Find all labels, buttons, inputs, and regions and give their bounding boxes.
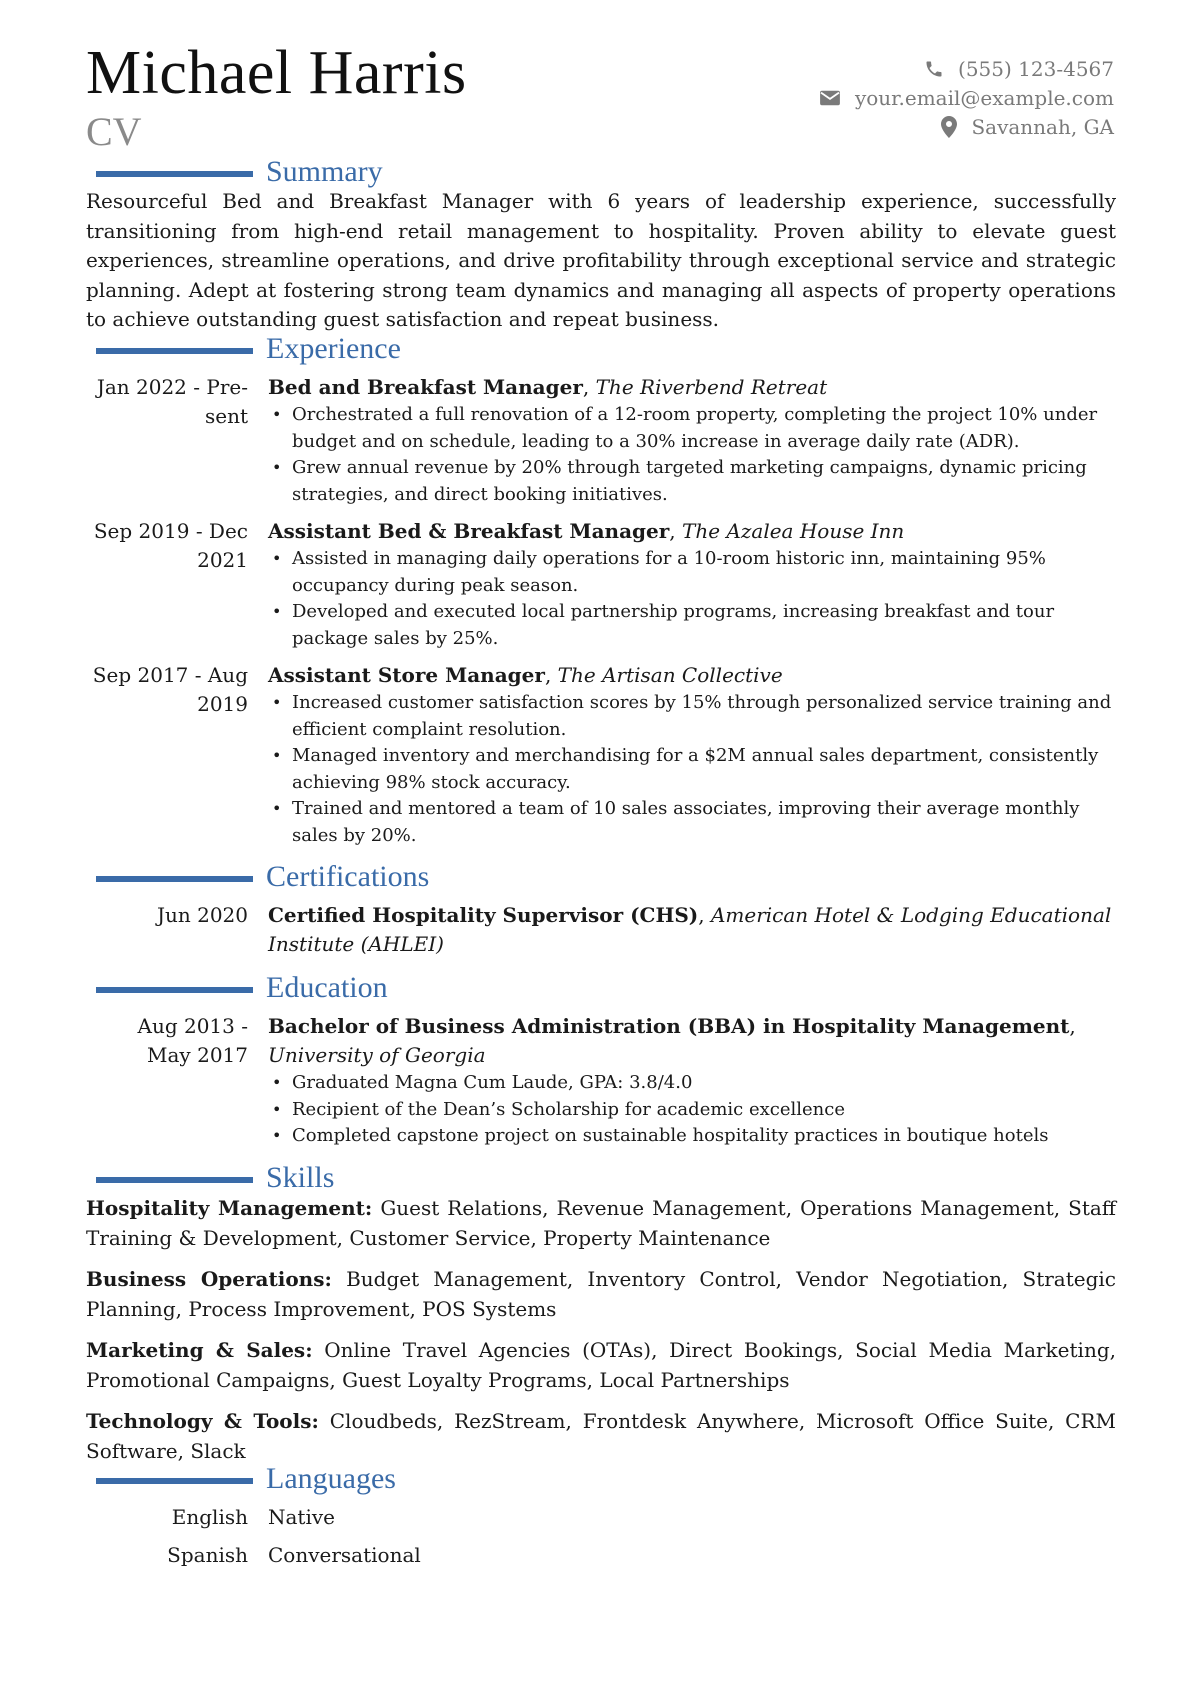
phone-text: (555) 123-4567 <box>958 56 1114 81</box>
degree-title: Bachelor of Business Administration (BBA) in Hospitality Management <box>268 1014 1070 1038</box>
contact-location <box>819 112 1114 141</box>
bullet-item: • Graduated Magna Cum Laude, GPA: 3.8/4.0 <box>268 1070 1118 1097</box>
education-section-header <box>96 971 1096 1011</box>
skill-group <box>86 1265 1116 1324</box>
section-accent-bar <box>96 171 253 177</box>
skill-group-text: Cloudbeds, RezStream, Frontdesk Anywhere, Microsoft Office Suite, CRM Software, Slack <box>86 1409 1117 1463</box>
bullet-item: • Managed inventory and merchandising for a $2M annual sales department, consistently achieving 98% stock accuracy. <box>268 743 1118 796</box>
language-level: Conversational <box>268 1543 421 1567</box>
skill-group-text: Budget Management, Inventory Control, Vendor Negotiation, Strategic Planning, Process Improvement, POS Systems <box>86 1267 1116 1321</box>
section-title: Experience <box>266 332 401 365</box>
section-title: Summary <box>266 155 383 188</box>
contact-phone[interactable] <box>819 54 1114 83</box>
entry-date <box>86 661 248 719</box>
bullet-item: • Increased customer satisfaction scores by 15% through personalized service training and efficient complaint resolution. <box>268 690 1118 743</box>
summary-text: Resourceful Bed and Breakfast Manager with 6 years of leadership experience, successfully transitioning from high-end retail management to hospitality. Proven ability to elevate guest experiences, streamline operations, and drive profitability through exceptional service and strategic planning. Adept at fostering strong team dynamics and managing all aspects of property operations to achieve outstanding guest satisfaction and repeat business. <box>86 189 1116 331</box>
certification-issuer: American Hotel & Lodging Educational Institute (AHLEI) <box>268 903 1112 956</box>
envelope-icon <box>819 89 841 107</box>
bullet-item: • Recipient of the Dean’s Scholarship for academic excellence <box>268 1097 1118 1124</box>
candidate-name: Michael Harris <box>86 39 467 107</box>
language-name: English <box>171 1505 248 1529</box>
language-row <box>86 1505 1116 1535</box>
date-line: May 2017 <box>147 1043 248 1067</box>
location-text: Savannah, GA <box>971 114 1114 139</box>
language-name: Spanish <box>167 1543 248 1567</box>
language-level: Native <box>268 1505 335 1529</box>
certification-name: Certified Hospitality Supervisor (CHS) <box>268 903 699 927</box>
employer: The Riverbend Retreat <box>595 375 828 399</box>
skill-group <box>86 1194 1116 1253</box>
entry-date <box>86 517 248 575</box>
experience-section-header <box>96 332 1096 372</box>
bullet-item: • Grew annual revenue by 20% through targeted marketing campaigns, dynamic pricing strategies, and direct booking initiatives. <box>268 455 1118 508</box>
date-line: 2019 <box>197 692 248 716</box>
skill-group-label: Business Operations: <box>86 1267 332 1291</box>
skill-group <box>86 1407 1116 1466</box>
skill-group-label: Hospitality Management: <box>86 1196 373 1220</box>
skill-group-label: Marketing & Sales: <box>86 1338 313 1362</box>
employer: The Azalea House Inn <box>682 519 905 543</box>
section-accent-bar <box>96 1478 253 1484</box>
bullet-item: • Trained and mentored a team of 10 sales associates, improving their average monthly sales by 20%. <box>268 796 1118 849</box>
section-title: Languages <box>266 1462 396 1495</box>
date-line: Sep 2019 - Dec <box>93 519 248 543</box>
skill-group <box>86 1336 1116 1395</box>
date-line: Jan 2022 - Pre- <box>96 375 248 399</box>
date-line: 2021 <box>197 548 248 572</box>
language-row <box>86 1543 1116 1573</box>
section-accent-bar <box>96 1177 253 1183</box>
date-line: Sep 2017 - Aug <box>92 663 248 687</box>
bullet-item: • Developed and executed local partnership programs, increasing breakfast and tour package sales by 25%. <box>268 599 1118 652</box>
skill-group-text: Online Travel Agencies (OTAs), Direct Bookings, Social Media Marketing, Promotional Campaigns, Guest Loyalty Programs, Local Partnerships <box>86 1338 1116 1392</box>
date-line: sent <box>204 404 248 428</box>
entry-date <box>86 373 248 431</box>
bullet-item: • Assisted in managing daily operations for a 10-room historic inn, maintaining 95% occupancy during peak season. <box>268 546 1118 599</box>
job-title: Assistant Store Manager <box>268 663 545 687</box>
job-title: Assistant Bed & Breakfast Manager <box>268 519 670 543</box>
map-marker-icon <box>941 116 957 138</box>
entry-date: Jun 2020 <box>156 903 248 927</box>
date-line: Aug 2013 - <box>137 1014 248 1038</box>
contact-email[interactable] <box>819 83 1114 112</box>
employer: The Artisan Collective <box>557 663 783 687</box>
certifications-section-header <box>96 860 1096 900</box>
document-subtitle: CV <box>86 109 142 154</box>
skill-group-text: Guest Relations, Revenue Management, Operations Management, Staff Training & Development, Customer Service, Property Maintenance <box>86 1196 1117 1250</box>
section-title: Skills <box>266 1161 335 1194</box>
section-accent-bar <box>96 348 253 354</box>
languages-section-header <box>96 1462 1096 1502</box>
bullet-item: • Completed capstone project on sustainable hospitality practices in boutique hotels <box>268 1123 1118 1150</box>
entry-date <box>86 1012 248 1070</box>
email-text: your.email@example.com <box>854 85 1114 110</box>
skill-group-label: Technology & Tools: <box>86 1409 319 1433</box>
job-title: Bed and Breakfast Manager <box>268 375 583 399</box>
bullet-item: • Orchestrated a full renovation of a 12-room property, completing the project 10% under budget and on schedule, leading to a 30% increase in average daily rate (ADR). <box>268 402 1118 455</box>
contact-block <box>819 54 1114 141</box>
school-name: University of Georgia <box>268 1043 486 1067</box>
section-title: Education <box>266 971 388 1004</box>
section-title: Certifications <box>266 860 430 893</box>
section-accent-bar <box>96 876 253 882</box>
phone-icon <box>924 59 944 79</box>
section-accent-bar <box>96 987 253 993</box>
